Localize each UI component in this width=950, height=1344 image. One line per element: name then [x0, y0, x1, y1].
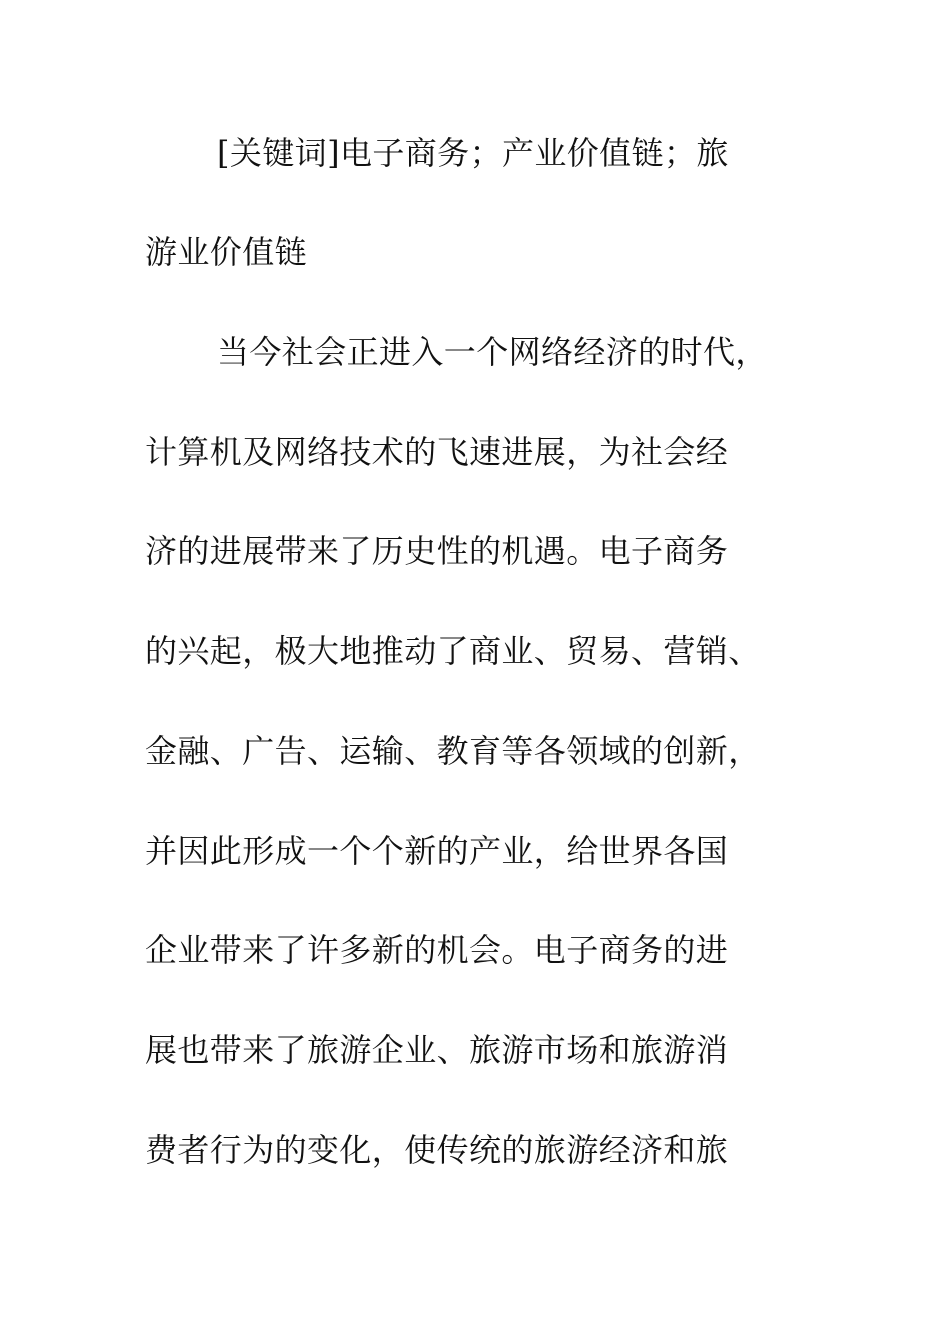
- paragraph-line-7: 企业带来了许多新的机会。电子商务的进: [145, 931, 729, 969]
- paragraph-line-1: 当今社会正进入一个网络经济的时代，: [217, 333, 768, 371]
- paragraph-line-6: 并因此形成一个个新的产业，给世界各国: [145, 832, 729, 870]
- paragraph-line-5: 金融、广告、运输、教育等各领域的创新，: [145, 732, 761, 770]
- paragraph-line-9: 费者行为的变化，使传统的旅游经济和旅: [145, 1131, 729, 1169]
- keywords-line-1: [关键词]电子商务；产业价值链；旅: [217, 134, 729, 172]
- paragraph-line-2: 计算机及网络技术的飞速进展，为社会经: [145, 433, 729, 471]
- paragraph-line-3: 济的进展带来了历史性的机遇。电子商务: [145, 532, 729, 570]
- paragraph-line-4: 的兴起，极大地推动了商业、贸易、营销、: [145, 632, 761, 670]
- keywords-line-2: 游业价值链: [145, 233, 308, 271]
- paragraph-line-8: 展也带来了旅游企业、旅游市场和旅游消: [145, 1031, 729, 1069]
